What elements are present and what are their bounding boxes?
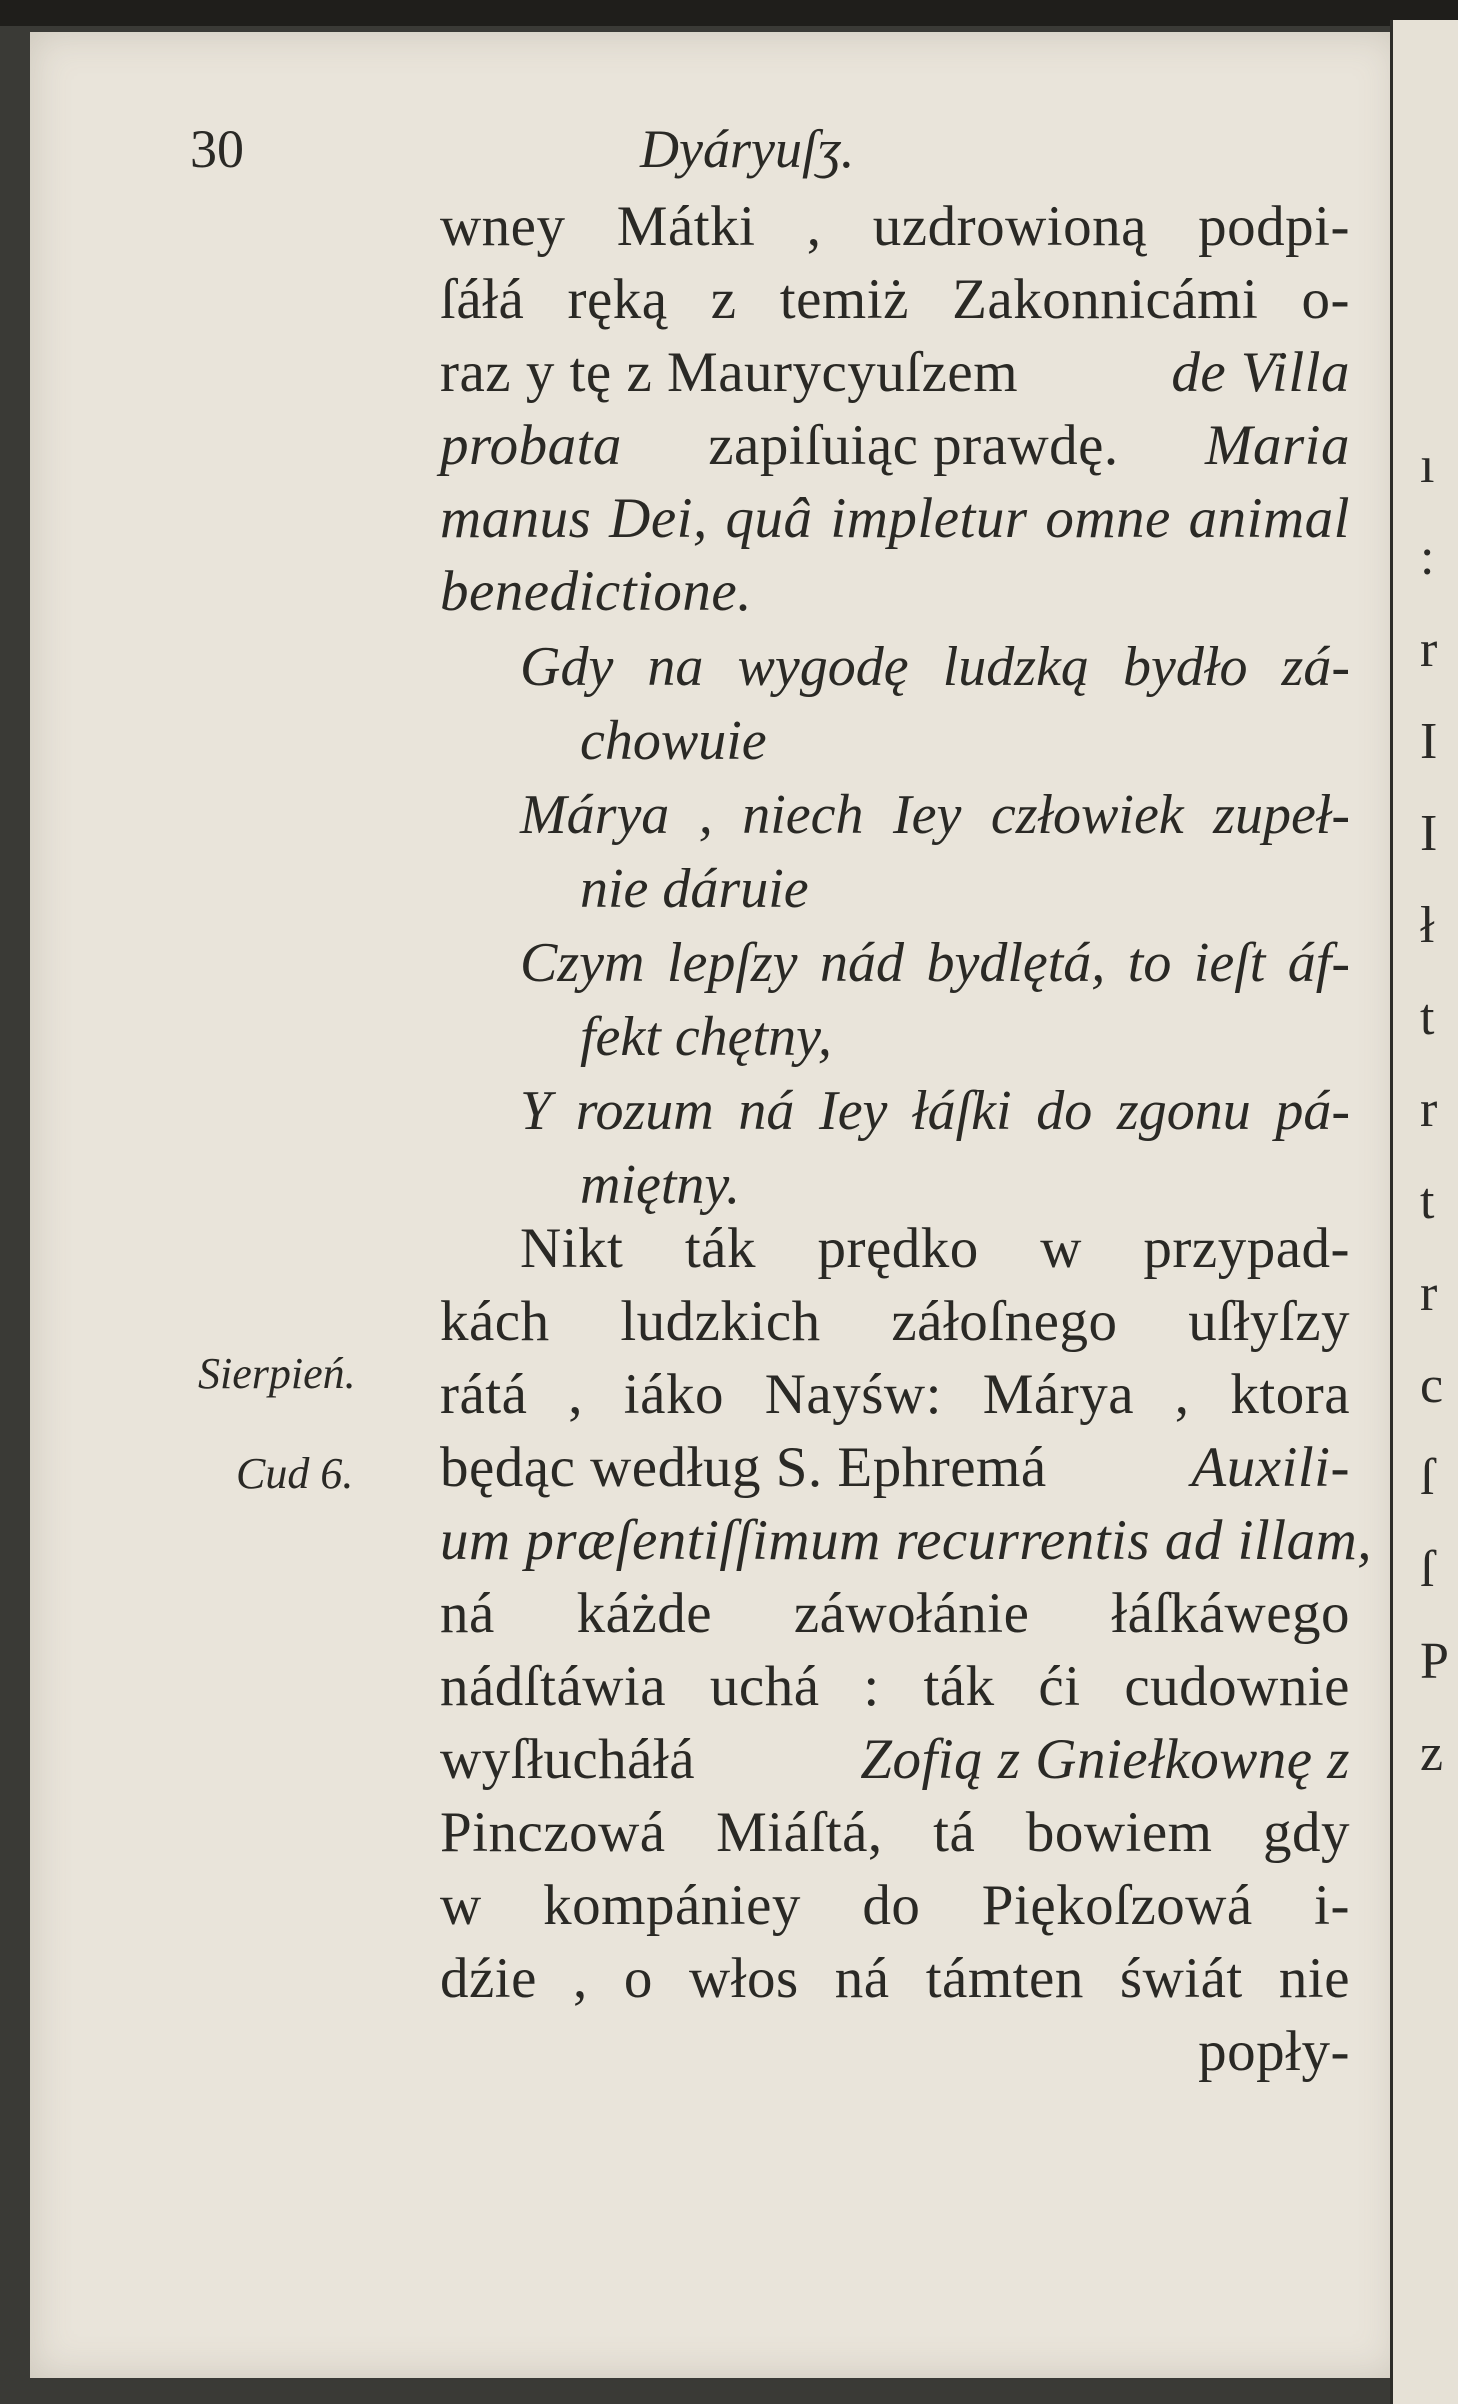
- adjacent-page-letter: t: [1420, 1173, 1435, 1230]
- text-line: [440, 409, 1350, 482]
- text-span: zapiſuiąc prawdę.: [708, 414, 1119, 477]
- verse-line: nie dáruie: [580, 858, 809, 920]
- adjacent-page-letter: ſ: [1420, 1449, 1435, 1506]
- verse-line: miętny.: [580, 1154, 741, 1216]
- running-head: Dyáryuſʒ.: [640, 119, 855, 179]
- catchword: popły-: [1198, 2020, 1350, 2083]
- text-line: [440, 1431, 1350, 1504]
- verse-line: Márya , niech Iey człowiek zupeł-: [520, 784, 1350, 846]
- text-line: nádſtáwia uchá : ták ći cudownie: [440, 1655, 1350, 1718]
- name-phrase: Zofią z Gniełkownę z: [860, 1728, 1350, 1791]
- text-span: będąc według S. Ephremá: [440, 1436, 1047, 1499]
- text-line: [440, 336, 1350, 409]
- adjacent-page-letter: I: [1420, 805, 1438, 862]
- text-line: um præſentiſſimum recurrentis ad illam,: [440, 1509, 1373, 1572]
- latin-phrase: Maria: [1204, 414, 1350, 477]
- adjacent-page-letter: r: [1420, 621, 1438, 678]
- text-line: Nikt ták prędko w przypad-: [520, 1217, 1350, 1280]
- adjacent-page-letter: z: [1420, 1725, 1444, 1782]
- latin-phrase: de Villa: [1171, 341, 1350, 404]
- verse-line: Czym lepſzy nád bydlętá, to ieſt áf-: [520, 932, 1350, 994]
- adjacent-page-letter: t: [1420, 989, 1435, 1046]
- verse-line: Y rozum ná Iey łáſki do zgonu pá-: [520, 1080, 1350, 1142]
- adjacent-page-letter: ł: [1420, 897, 1435, 954]
- adjacent-page-letter: r: [1420, 1265, 1438, 1322]
- adjacent-page-letter: c: [1420, 1357, 1444, 1414]
- text-line: dźie , o włos ná támten świát nie: [440, 1947, 1350, 2010]
- text-line: Pinczowá Miáſtá, tá bowiem gdy: [440, 1801, 1350, 1864]
- page-number: 30: [190, 119, 244, 179]
- scan-top-border: [0, 0, 1458, 26]
- latin-phrase: Auxili-: [1191, 1436, 1350, 1499]
- text-line: w kompániey do Piękoſzowá i-: [440, 1874, 1350, 1937]
- verse-block: [520, 630, 1350, 1222]
- adjacent-page-letter: ı: [1420, 437, 1435, 494]
- text-line: benedictione.: [440, 560, 752, 623]
- paragraph-2: [440, 1212, 1373, 2088]
- margin-note-month: Sierpień.: [198, 1349, 356, 1398]
- adjacent-page-text: [1420, 420, 1458, 1800]
- text-span: raz y tę z Maurycyuſzem: [440, 341, 1019, 404]
- text-line: rátá , iáko Nayśw: Márya , ktora: [440, 1363, 1350, 1426]
- text-line: kách ludzkich záłoſnego uſłyſzy: [440, 1290, 1350, 1353]
- latin-phrase: probata: [440, 414, 622, 477]
- text-line: [440, 1723, 1350, 1796]
- adjacent-page-letter: ſ: [1420, 1541, 1435, 1598]
- margin-note-miracle: Cud 6.: [236, 1449, 354, 1498]
- text-line: manus Dei, quâ impletur omne animal: [440, 487, 1350, 550]
- text-line: ſáłá ręką z temiż Zakonnicámi o-: [440, 268, 1350, 331]
- verse-line: chowuie: [580, 710, 767, 772]
- text-line: ná káżde záwołánie łáſkáwego: [440, 1582, 1350, 1645]
- adjacent-page-letter: P: [1420, 1633, 1449, 1690]
- text-line: wney Mátki , uzdrowioną podpi-: [440, 195, 1350, 258]
- adjacent-page-letter: r: [1420, 1081, 1438, 1138]
- adjacent-page-letter: :: [1420, 529, 1435, 586]
- paragraph-1: [440, 190, 1350, 628]
- text-span: wyſłucháłá: [440, 1728, 696, 1791]
- adjacent-page-letter: I: [1420, 713, 1438, 770]
- verse-line: fekt chętny,: [580, 1006, 832, 1068]
- verse-line: Gdy na wygodę ludzką bydło zá-: [520, 636, 1350, 698]
